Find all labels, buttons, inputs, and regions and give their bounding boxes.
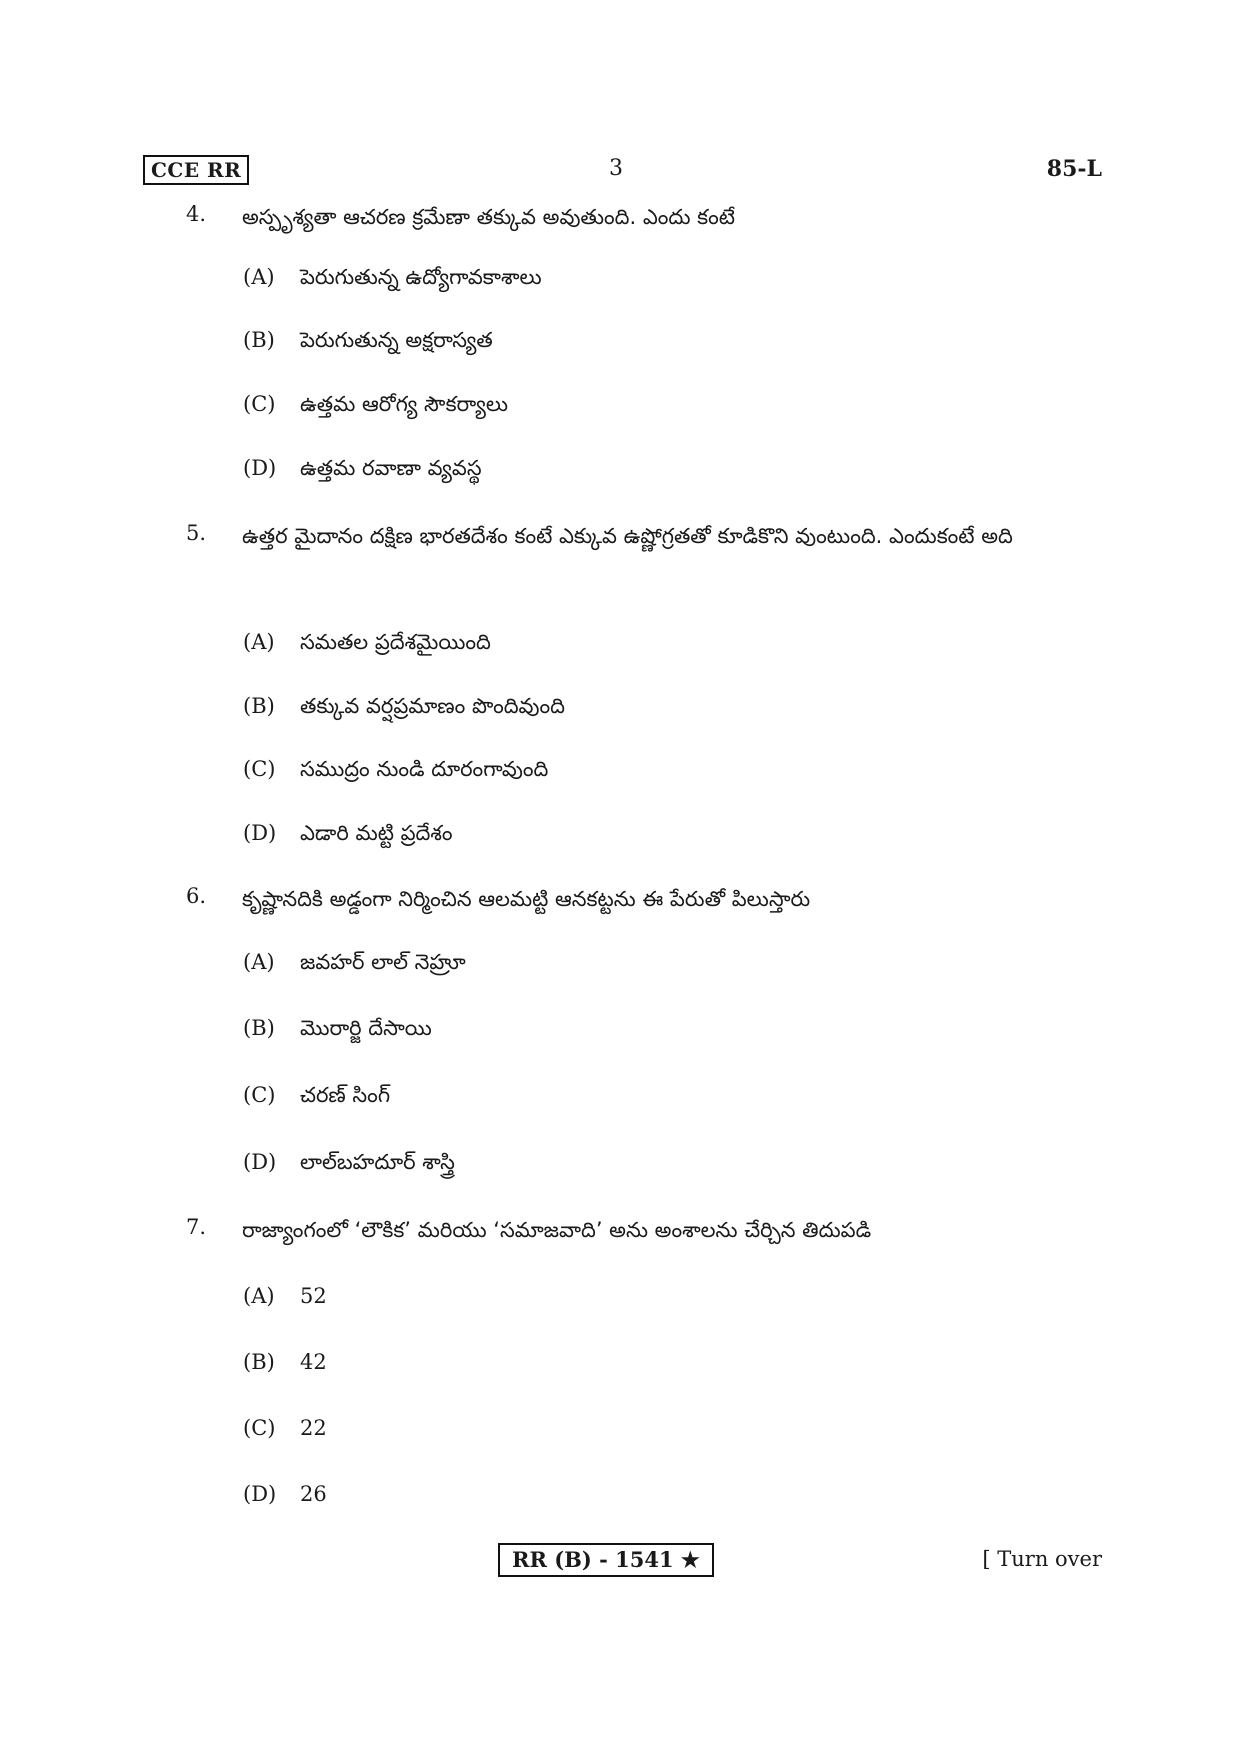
page-number: 3 [609,156,623,181]
option-label: (A) [243,630,275,654]
option-label: (B) [243,1016,275,1040]
question-number: 7. [186,1215,207,1239]
footer-code-box: RR (B) - 1541 ★ [498,1543,714,1577]
option-text: లాల్‌బహదూర్ శాస్త్రి [300,1150,455,1174]
question-text: రాజ్యాంగంలో ‘లౌకిక’ మరియు ‘సమాజవాది’ అను అంశాలను చేర్చిన తిదుపడి [242,1218,872,1242]
option-label: (A) [243,950,275,974]
option-label: (B) [243,328,275,352]
option-text: సమతల ప్రదేశమైయింది [300,630,491,654]
option-text: తక్కువ వర్షప్రమాణం పొందివుంది [300,694,565,718]
question-6-option-c [0,1080,1238,1112]
question-text: ఉత్తర మైదానం దక్షిణ భారతదేశం కంటే ఎక్కువ ఉష్ణోగ్రతతో కూడికొని వుంటుంది. ఎందుకంటే అది [242,524,1013,548]
option-text: పెరుగుతున్న అక్షరాస్యత [300,328,493,352]
question-7-option-b [0,1347,1238,1379]
question-4-option-a [0,262,1238,294]
option-text: చరణ్ సింగ్ [300,1083,391,1107]
question-number: 5. [186,521,207,545]
question-5-option-a [0,627,1238,659]
question-6-option-b [0,1013,1238,1045]
option-label: (C) [243,1416,276,1440]
option-label: (C) [243,757,276,781]
question-number: 6. [186,884,207,908]
option-label: (C) [243,1083,276,1107]
option-label: (A) [243,1284,275,1308]
page-header [0,155,1238,189]
paper-code: 85-L [1046,156,1102,182]
question-7-option-c [0,1413,1238,1445]
question-5-option-d [0,818,1238,850]
question-4-option-c [0,389,1238,421]
option-label: (C) [243,392,276,416]
page-footer [0,1543,1238,1577]
question-4-option-d [0,453,1238,485]
question-4-option-b [0,325,1238,357]
option-label: (B) [243,1350,275,1374]
option-text: మొరార్జి దేసాయి [300,1016,432,1040]
option-text: 26 [300,1482,327,1506]
option-text: పెరుగుతున్న ఉద్యోగావకాశాలు [300,265,542,289]
option-text: 22 [300,1416,327,1440]
question-text: కృష్ణానదికి అడ్డంగా నిర్మించిన ఆలమట్టి ఆనకట్టను ఈ పేరుతో పిలుస్తారు [242,887,811,911]
question-5-option-b [0,691,1238,723]
question-number: 4. [186,202,207,226]
question-5-option-c [0,754,1238,786]
option-text: ఉత్తమ ఆరోగ్య సౌకర్యాలు [300,392,508,416]
option-label: (D) [243,1482,277,1506]
question-6-option-a [0,947,1238,979]
question-6-option-d [0,1147,1238,1179]
question-7-option-d [0,1479,1238,1511]
option-label: (D) [243,821,277,845]
question-7-option-a [0,1281,1238,1313]
option-text: 52 [300,1284,327,1308]
option-label: (D) [243,1150,277,1174]
option-text: ఉత్తమ రవాణా వ్యవస్థ [300,456,482,480]
option-text: ఎడారి మట్టి ప్రదేశం [300,821,453,845]
turn-over-note: [ Turn over [982,1547,1102,1571]
option-text: 42 [300,1350,327,1374]
option-text: జవహర్ లాల్ నెహ్రూ [300,950,466,974]
question-text: అస్పృశ్యతా ఆచరణ క్రమేణా తక్కువ అవుతుంది. ఎందు కంటే [242,205,735,229]
option-label: (B) [243,694,275,718]
option-label: (D) [243,456,277,480]
option-text: సముద్రం నుండి దూరంగావుంది [300,757,549,781]
exam-code-box: CCE RR [143,155,249,185]
option-label: (A) [243,265,275,289]
